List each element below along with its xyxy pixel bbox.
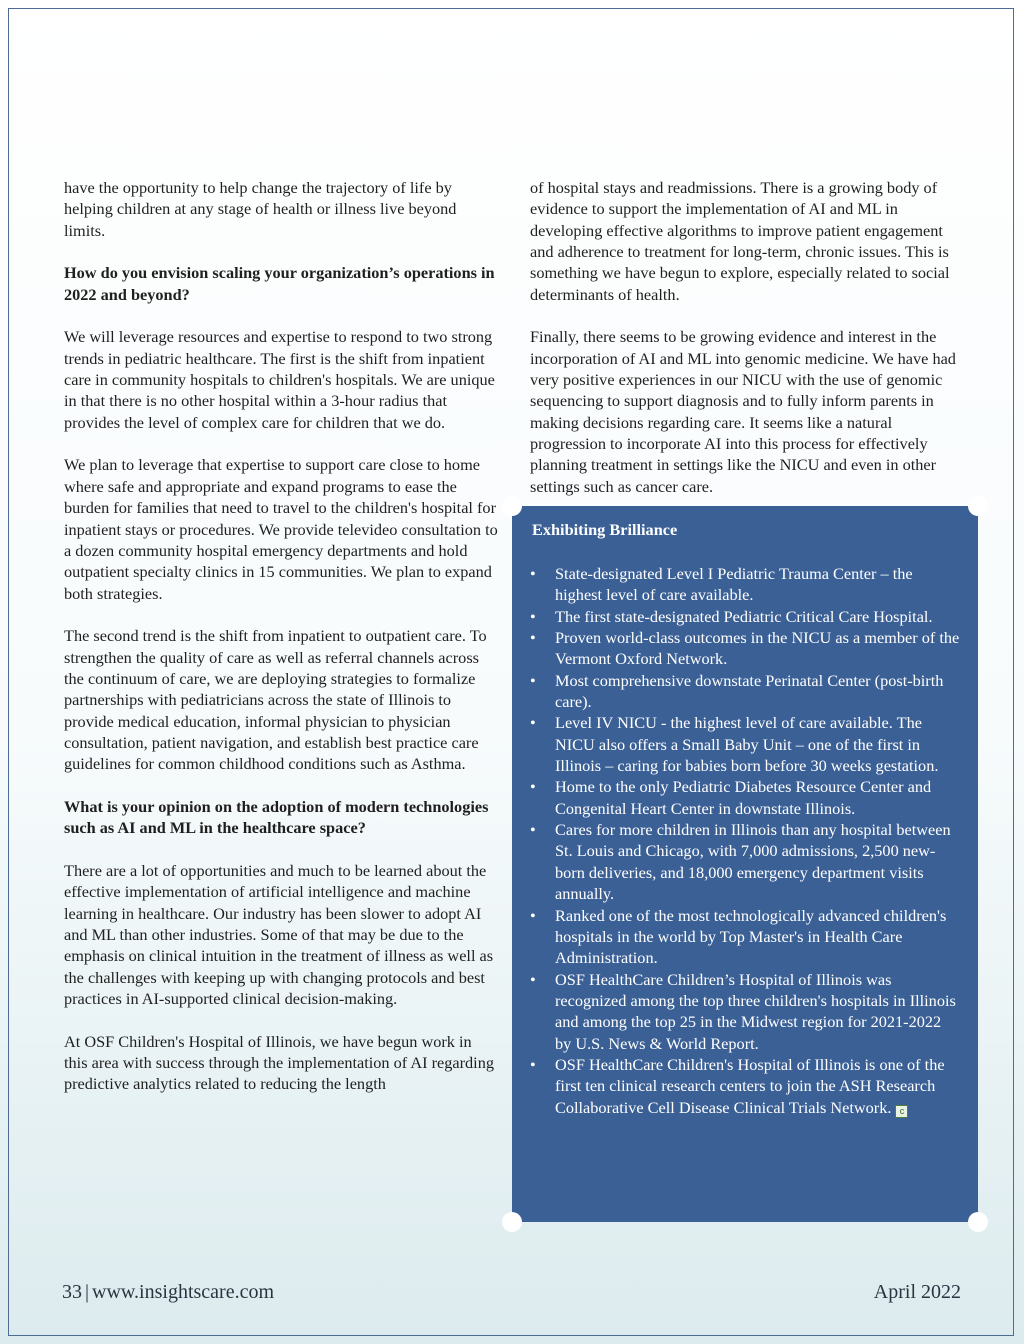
box-corner-notch (502, 496, 522, 516)
paragraph: of hospital stays and readmissions. There is a growing body of evidence to support the implementation of AI and ML in developing effective algorithms to improve patient engagement and adherence to treatment for long-term, chronic issues. This is something we have begun to explore, especially related to social determinants of health. (530, 178, 950, 304)
box-title: Exhibiting Brilliance (532, 520, 678, 539)
right-column (530, 177, 962, 519)
list-item (530, 776, 960, 819)
page-number: 33 (62, 1281, 82, 1303)
highlights-list (530, 563, 960, 1118)
bullet-icon: • (530, 628, 536, 648)
paragraph: We will leverage resources and expertise to respond to two strong trends in pediatric healthcare. The first is the shift from inpatient care in community hospitals to children's hospitals. We are unique in that there is no other hospital within a 3-hour radius that provides the level of complex care for children that we do. (64, 327, 495, 432)
list-item-text: Most comprehensive downstate Perinatal Center (post-birth care). (555, 670, 944, 712)
end-of-article-icon: c (895, 1105, 908, 1118)
list-item (530, 670, 960, 713)
list-item (530, 606, 960, 627)
list-item-text: Proven world-class outcomes in the NICU as a member of the Vermont Oxford Network. (555, 628, 960, 669)
bullet-icon: • (530, 969, 536, 989)
list-item-text: Cares for more children in Illinois than any hospital between St. Louis and Chicago, with 7,000 admissions, 2,500 new-born deliveries, and 18,000 emergency department visits annually. (555, 820, 951, 904)
interview-question: What is your opinion on the adoption of modern technologies such as AI and ML in the healthcare space? (64, 796, 489, 838)
list-item (530, 1054, 960, 1118)
list-item-text: OSF HealthCare Children's Hospital of Illinois is one of the first ten clinical research centers to join the ASH Research Collaborative Cell Disease Clinical Trials Network. (555, 1054, 945, 1117)
footer-separator: | (85, 1281, 90, 1303)
paragraph: At OSF Children's Hospital of Illinois, we have begun work in this area with success through the implementation of AI regarding predictive analytics related to reducing the length (64, 1031, 494, 1094)
list-item (530, 905, 960, 969)
list-item-text: Home to the only Pediatric Diabetes Resource Center and Congenital Heart Center in downstate Illinois. (555, 777, 932, 818)
box-corner-notch (502, 1212, 522, 1232)
bullet-icon: • (530, 777, 536, 797)
paragraph: Finally, there seems to be growing evidence and interest in the incorporation of AI and ML into genomic medicine. We have had very positive experiences in our NICU with the use of genomic sequencing to support diagnosis and to fully inform parents in making decisions regarding care. It seems like a natural progression to incorporate AI into this process for effectively planning treatment in settings like the NICU and even in other settings such as cancer care. (530, 327, 956, 496)
list-item-text: The first state-designated Pediatric Critical Care Hospital. (555, 606, 933, 626)
list-item-text: Level IV NICU - the highest level of care available. The NICU also offers a Small Baby Unit – one of the first in Illinois – caring for babies born before 30 weeks gestation. (555, 713, 939, 776)
box-corner-notch (968, 496, 988, 516)
bullet-icon: • (530, 606, 536, 626)
bullet-icon: • (530, 905, 536, 925)
issue-date: April 2022 (873, 1281, 961, 1303)
left-column (64, 177, 498, 1116)
bullet-icon: • (530, 713, 536, 733)
list-item (530, 563, 960, 606)
interview-question: How do you envision scaling your organization’s operations in 2022 and beyond? (64, 263, 495, 304)
paragraph: have the opportunity to help change the trajectory of life by helping children at any stage of health or illness live beyond limits. (64, 178, 457, 240)
paragraph: There are a lot of opportunities and much to be learned about the effective implementation of artificial intelligence and machine learning in healthcare. Our industry has been slower to adopt AI and ML than other industries. Some of that may be due to the emphasis on clinical intuition in the treatment of illness as well as the challenges with keeping up with changing protocols and best practices in AI-supported clinical decision-making. (64, 861, 494, 1009)
list-item-text: OSF HealthCare Children’s Hospital of Illinois was recognized among the top three children's hospitals in Illinois and among the top 25 in the Midwest region for 2021-2022 by U.S. News & World Report. (555, 969, 956, 1053)
paragraph: The second trend is the shift from inpatient to outpatient care. To strengthen the quality of care as well as referral channels across the continuum of care, we are deploying strategies to formalize partnerships with pediatricians across the state of Illinois to provide medical education, informal physician to physician consultation, patient navigation, and establish best practice care guidelines for common childhood conditions such as Asthma. (64, 626, 487, 774)
website-link[interactable]: www.insightscare.com (92, 1281, 275, 1303)
paragraph: We plan to leverage that expertise to support care close to home where safe and appropriate and expand programs to ease the burden for families that need to travel to the children's hospital for inpatient stays or procedures. We provide televideo consultation to a dozen community hospital emergency departments and hold outpatient specialty clinics in 15 communities. We plan to expand both strategies. (64, 455, 498, 603)
bullet-icon: • (530, 1054, 536, 1074)
bullet-icon: • (530, 670, 536, 690)
highlights-box (512, 506, 978, 1222)
footer-page-info (62, 1281, 274, 1304)
list-item (530, 627, 960, 670)
list-item (530, 969, 960, 1054)
bullet-icon: • (530, 820, 536, 840)
list-item-text: Ranked one of the most technologically advanced children's hospitals in the world by Top Master's in Health Care Administration. (555, 905, 947, 968)
bullet-icon: • (530, 564, 536, 583)
list-item (530, 819, 960, 904)
box-corner-notch (968, 1212, 988, 1232)
list-item-text: State-designated Level I Pediatric Trauma Center – the highest level of care available. (555, 564, 913, 605)
list-item (530, 712, 960, 776)
